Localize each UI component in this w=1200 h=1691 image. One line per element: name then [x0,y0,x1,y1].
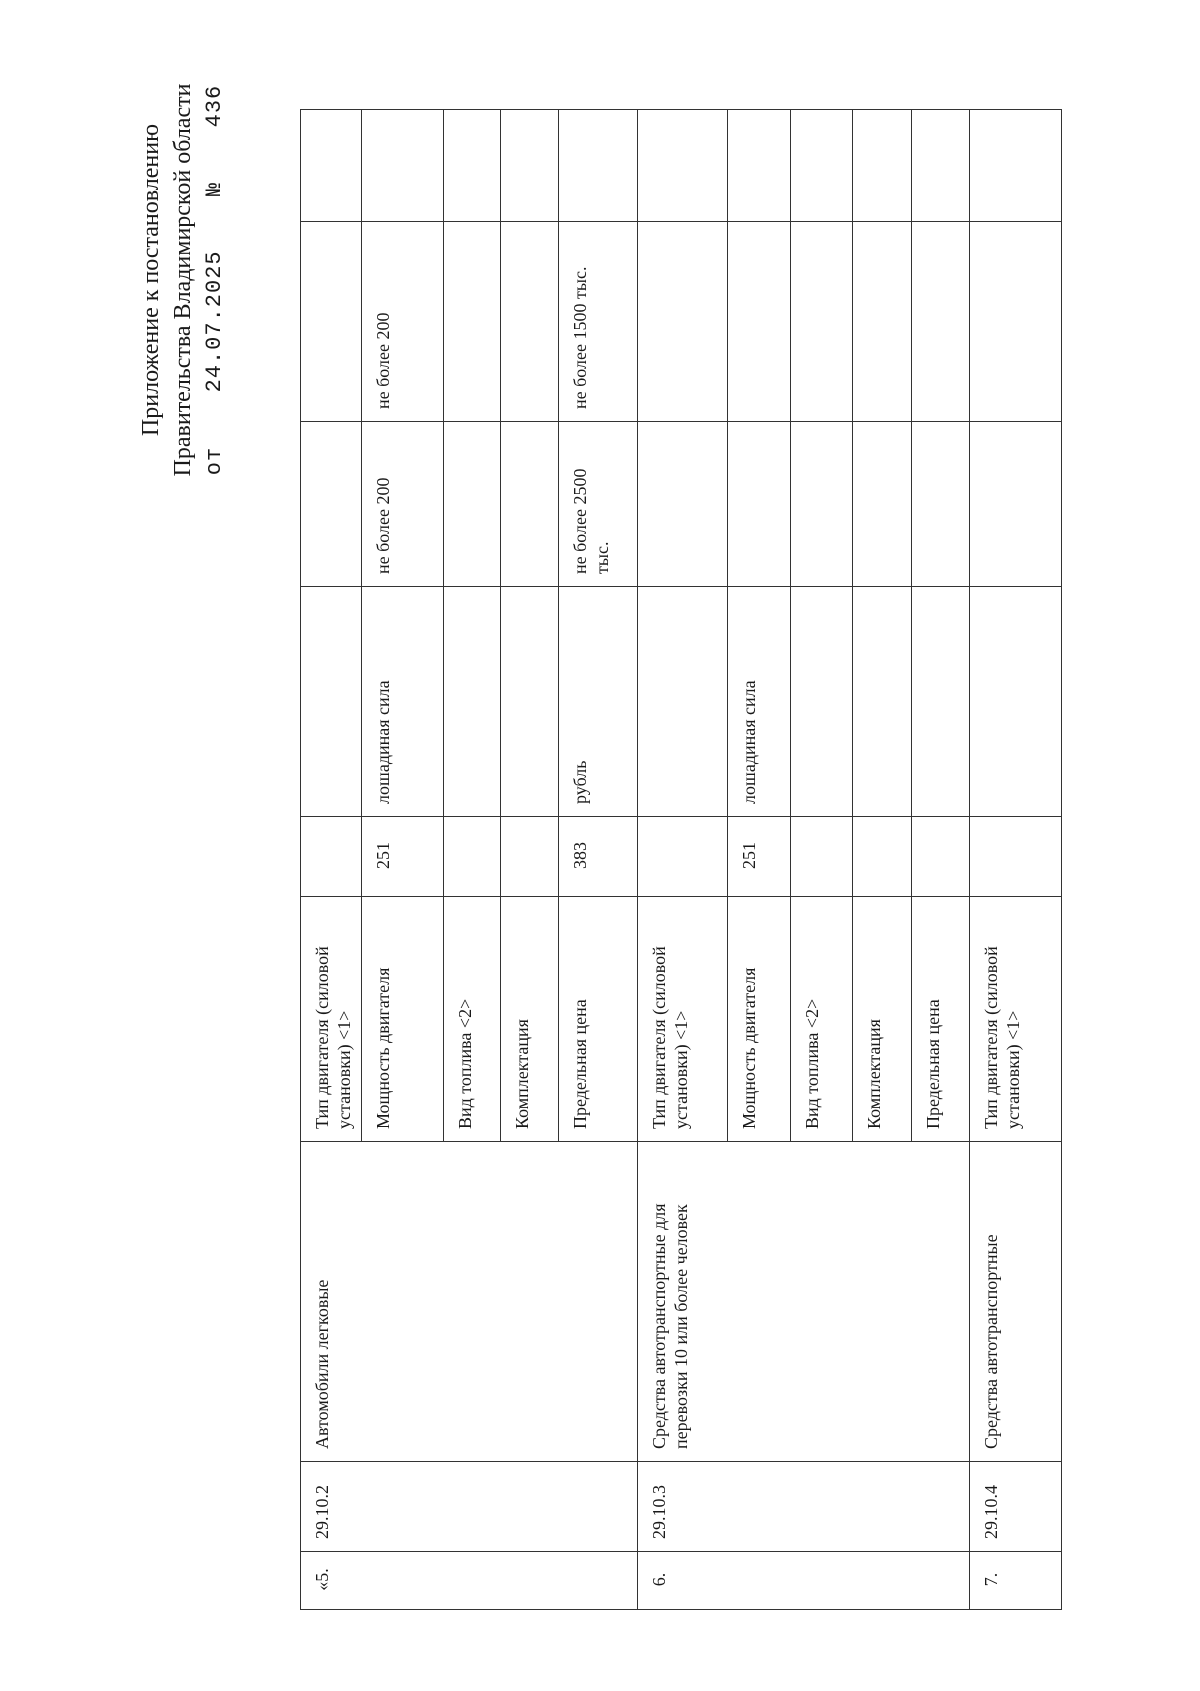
characteristic-label: Тип двигателя (силовой установки) <1> [638,897,728,1142]
unit-name: лошадиная сила [362,587,444,817]
value-cell [362,110,444,222]
number-sign: № [202,181,227,196]
unit-code [912,817,970,897]
value-cell [638,422,728,587]
header-title-line: Приложение к постановлению [138,123,164,437]
value-cell [970,422,1062,587]
value-cell: не более 1500 тыс. [559,222,638,422]
document-number: 436 [202,84,227,128]
unit-name: рубль [559,587,638,817]
characteristic-label: Мощность двигателя [362,897,444,1142]
unit-code [638,817,728,897]
value-cell: не более 200 [362,422,444,587]
row-number: «5. [301,1552,638,1610]
row-code: 29.10.4 [970,1462,1062,1552]
value-cell [444,110,501,222]
unit-name [791,587,853,817]
unit-code: 251 [362,817,444,897]
value-cell [728,110,791,222]
characteristic-label: Тип двигателя (силовой установки) <1> [301,897,362,1142]
document-header [135,60,231,500]
table-row [970,110,1062,1610]
characteristic-label: Мощность двигателя [728,897,791,1142]
value-cell [501,422,559,587]
row-name: Средства автотранспортные [970,1142,1062,1462]
unit-name [912,587,970,817]
characteristic-label: Вид топлива <2> [444,897,501,1142]
unit-code: 383 [559,817,638,897]
table-row [638,110,728,1610]
value-cell [728,422,791,587]
row-name: Средства автотранспортные для перевозки 10 или более человек [638,1142,970,1462]
value-cell [728,222,791,422]
characteristic-label: Тип двигателя (силовой установки) <1> [970,897,1062,1142]
table-row [301,110,362,1610]
unit-code [791,817,853,897]
value-cell [791,422,853,587]
date-prefix: от [202,446,227,476]
value-cell [501,110,559,222]
value-cell [444,222,501,422]
unit-code: 251 [728,817,791,897]
value-cell [853,222,912,422]
value-cell [853,110,912,222]
unit-name [638,587,728,817]
characteristic-label: Вид топлива <2> [791,897,853,1142]
row-code: 29.10.2 [301,1462,638,1552]
unit-name [501,587,559,817]
value-cell [970,110,1062,222]
value-cell [501,222,559,422]
rotated-page [10,30,1150,1630]
value-cell [301,422,362,587]
value-cell [638,110,728,222]
unit-code [444,817,501,897]
value-cell [970,222,1062,422]
value-cell [301,110,362,222]
unit-code [970,817,1062,897]
value-cell: не более 2500 тыс. [559,422,638,587]
characteristic-label: Предельная цена [559,897,638,1142]
characteristics-table [300,109,1062,1610]
characteristic-label: Комплектация [501,897,559,1142]
characteristic-label: Предельная цена [912,897,970,1142]
unit-name [970,587,1062,817]
value-cell [559,110,638,222]
value-cell [791,110,853,222]
value-cell [444,422,501,587]
row-code: 29.10.3 [638,1462,970,1552]
unit-code [853,817,912,897]
unit-name: лошадиная сила [728,587,791,817]
header-issuer-line: Правительства Владимирской области [170,83,196,477]
unit-code [501,817,559,897]
value-cell: не более 200 [362,222,444,422]
row-number: 6. [638,1552,970,1610]
value-cell [638,222,728,422]
characteristic-label: Комплектация [853,897,912,1142]
row-number: 7. [970,1552,1062,1610]
unit-name [301,587,362,817]
unit-name [853,587,912,817]
unit-name [444,587,501,817]
unit-code [301,817,362,897]
value-cell [791,222,853,422]
value-cell [853,422,912,587]
value-cell [912,110,970,222]
value-cell [912,222,970,422]
document-date: 24.07.2025 [202,250,227,393]
header-date-line [199,60,231,500]
row-name: Автомобили легковые [301,1142,638,1462]
value-cell [301,222,362,422]
value-cell [912,422,970,587]
